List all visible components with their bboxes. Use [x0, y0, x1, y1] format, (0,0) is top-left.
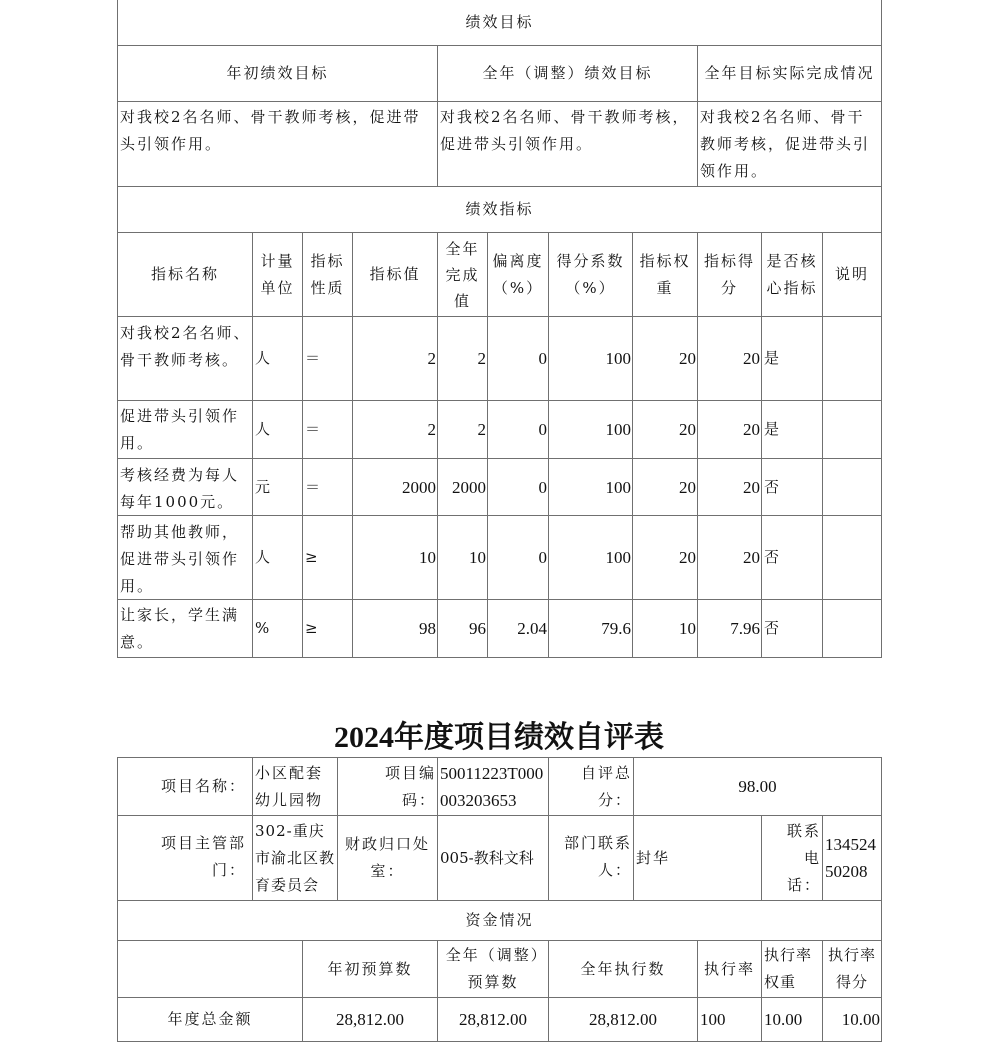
indicator-weight: 20	[632, 400, 698, 459]
funds-header-rate-score: 执行率得分	[822, 940, 882, 998]
indicator-weight: 20	[632, 515, 698, 600]
header-nature: 指标性质	[302, 232, 353, 317]
indicator-deviation: 0	[487, 316, 549, 401]
indicator-coef: 100	[548, 400, 633, 459]
indicator-deviation: 0	[487, 458, 549, 516]
funds-header-adjusted: 全年（调整）预算数	[437, 940, 549, 998]
indicator-nature: ＝	[302, 458, 353, 516]
header-score: 指标得分	[697, 232, 762, 317]
funds-header-rate: 执行率	[697, 940, 762, 998]
indicator-coef: 100	[548, 515, 633, 600]
goals-header-adjusted: 全年（调整）绩效目标	[437, 45, 698, 102]
funds-section-title: 资金情况	[117, 900, 882, 941]
goals-header-initial: 年初绩效目标	[117, 45, 438, 102]
indicator-note	[822, 400, 882, 459]
finance-label: 财政归口处室：	[337, 815, 438, 901]
header-unit: 计量单位	[252, 232, 303, 317]
indicator-core: 否	[761, 599, 823, 658]
dept-value: 302-重庆市渝北区教育委员会	[252, 815, 338, 901]
indicator-note	[822, 599, 882, 658]
header-note: 说明	[822, 232, 882, 317]
funds-header-executed: 全年执行数	[548, 940, 698, 998]
indicator-target: 98	[352, 599, 438, 658]
contact-value: 封华	[633, 815, 762, 901]
header-deviation: 偏离度（%）	[487, 232, 549, 317]
indicator-core: 是	[761, 316, 823, 401]
finance-value: 005-教科文科	[437, 815, 549, 901]
funds-row-label: 年度总金额	[117, 997, 303, 1042]
indicator-nature: ＝	[302, 400, 353, 459]
goals-header-actual: 全年目标实际完成情况	[697, 45, 882, 102]
indicator-actual: 10	[437, 515, 488, 600]
indicator-core: 是	[761, 400, 823, 459]
funds-header-rate-weight: 执行率权重	[761, 940, 823, 998]
indicator-nature: ≥	[302, 599, 353, 658]
project-code-value: 50011223T000003203653	[437, 757, 549, 816]
dept-label: 项目主管部门：	[117, 815, 253, 901]
indicator-name: 促进带头引领作用。	[117, 400, 253, 459]
indicator-target: 10	[352, 515, 438, 600]
funds-row-rate: 100	[697, 997, 762, 1042]
indicator-name: 对我校2名名师、骨干教师考核。	[117, 316, 253, 401]
indicator-name: 让家长，学生满意。	[117, 599, 253, 658]
indicator-core: 否	[761, 515, 823, 600]
indicator-unit: 人	[252, 400, 303, 459]
indicator-weight: 10	[632, 599, 698, 658]
funds-row-initial: 28,812.00	[302, 997, 438, 1042]
header-weight: 指标权重	[632, 232, 698, 317]
goals-section-title: 绩效目标	[117, 0, 882, 46]
header-indicator-name: 指标名称	[117, 232, 253, 317]
phone-value: 13452450208	[822, 815, 882, 901]
project-name-label: 项目名称：	[117, 757, 253, 816]
contact-label: 部门联系人：	[548, 815, 634, 901]
header-target: 指标值	[352, 232, 438, 317]
indicator-score: 20	[697, 400, 762, 459]
header-core: 是否核心指标	[761, 232, 823, 317]
indicator-actual: 2000	[437, 458, 488, 516]
indicator-unit: 人	[252, 515, 303, 600]
indicator-coef: 100	[548, 316, 633, 401]
header-coefficient: 得分系数（%）	[548, 232, 633, 317]
funds-header-blank	[117, 940, 303, 998]
report-title: 2024年度项目绩效自评表	[334, 721, 664, 754]
indicator-actual: 2	[437, 400, 488, 459]
indicator-nature: ≥	[302, 515, 353, 600]
goals-value-actual: 对我校2名名师、骨干教师考核，促进带头引领作用。	[697, 101, 882, 187]
indicator-coef: 100	[548, 458, 633, 516]
header-actual: 全年完成值	[437, 232, 488, 317]
indicator-deviation: 0	[487, 400, 549, 459]
total-score-label: 自评总分：	[548, 757, 634, 816]
indicator-score: 7.96	[697, 599, 762, 658]
funds-row-rate-score: 10.00	[822, 997, 882, 1042]
goals-value-initial: 对我校2名名师、骨干教师考核，促进带头引领作用。	[117, 101, 438, 187]
indicator-unit: 人	[252, 316, 303, 401]
indicator-deviation: 2.04	[487, 599, 549, 658]
indicator-note	[822, 316, 882, 401]
phone-label: 联系电话：	[761, 815, 823, 901]
indicator-coef: 79.6	[548, 599, 633, 658]
indicator-deviation: 0	[487, 515, 549, 600]
indicator-target: 2000	[352, 458, 438, 516]
project-name-value: 小区配套幼儿园物	[252, 757, 338, 816]
total-score-value: 98.00	[633, 757, 882, 816]
indicator-nature: ＝	[302, 316, 353, 401]
indicator-note	[822, 515, 882, 600]
goals-value-adjusted: 对我校2名名师、骨干教师考核，促进带头引领作用。	[437, 101, 698, 187]
indicator-score: 20	[697, 316, 762, 401]
indicator-note	[822, 458, 882, 516]
indicator-unit: %	[252, 599, 303, 658]
indicator-weight: 20	[632, 458, 698, 516]
indicator-actual: 2	[437, 316, 488, 401]
funds-header-initial: 年初预算数	[302, 940, 438, 998]
indicators-section-title: 绩效指标	[117, 186, 882, 233]
indicator-unit: 元	[252, 458, 303, 516]
indicator-score: 20	[697, 515, 762, 600]
project-code-label: 项目编码：	[337, 757, 438, 816]
indicator-name: 考核经费为每人每年1000元。	[117, 458, 253, 516]
indicator-actual: 96	[437, 599, 488, 658]
indicator-target: 2	[352, 316, 438, 401]
indicator-weight: 20	[632, 316, 698, 401]
funds-row-rate-weight: 10.00	[761, 997, 823, 1042]
indicator-target: 2	[352, 400, 438, 459]
funds-row-adjusted: 28,812.00	[437, 997, 549, 1042]
indicator-core: 否	[761, 458, 823, 516]
funds-row-executed: 28,812.00	[548, 997, 698, 1042]
indicator-name: 帮助其他教师，促进带头引领作用。	[117, 515, 253, 600]
indicator-score: 20	[697, 458, 762, 516]
